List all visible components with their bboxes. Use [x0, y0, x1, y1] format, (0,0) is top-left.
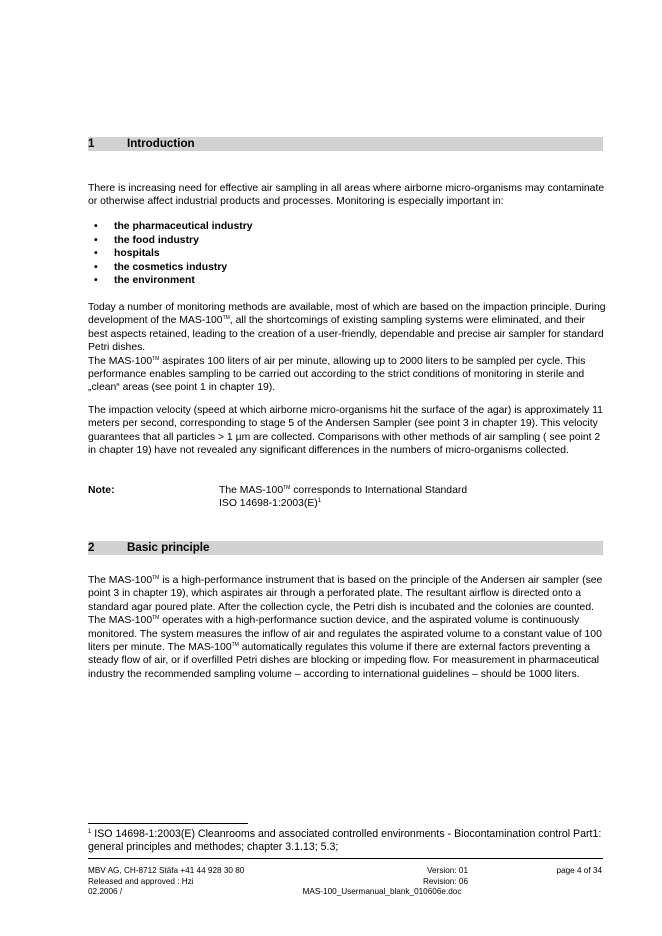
list-item: • hospitals [94, 248, 160, 259]
trademark-mark: TM [231, 642, 239, 649]
footer-left [88, 866, 244, 898]
bullet-icon: • [94, 221, 98, 232]
methods-paragraph [88, 301, 606, 395]
footnote-reference[interactable]: 1 [317, 498, 322, 505]
footer-revision: Revision: 06 [422, 876, 468, 886]
footnote-text: ISO 14698-1:2003(E) Cleanrooms and associated controlled environments - Biocontamination control Part1: general principles and methodes; chapter 3.1.13; 5.3; [88, 828, 602, 854]
bullet-icon: • [94, 275, 98, 286]
list-item: • the environment [94, 275, 195, 286]
intro-paragraph [88, 182, 606, 209]
list-item: • the food industry [94, 234, 199, 246]
footer-released: Released and approved : Hzi [88, 876, 194, 886]
bullet-icon: • [94, 248, 98, 259]
bullet-icon: • [94, 234, 98, 246]
section-1-title: Introduction [127, 137, 195, 150]
basic-principle-text: The MAS-100™ is a high-performance instrument that is based on the principle of the Andersen air sampler (see point 3 in chapter 19), which aspirates air through a perforated plate. The resultant airflow is directed onto a standard agar poured plate. After the collection cycle, the Petri dish is incubated and the colonies are counted. The MAS-100™ operates with a high-performance suction device, and the aspirated volume is continuously monitored. The system measures the inflow of air and regulates the aspirated volume to a constant value of 100 liters per minute. The MAS-100™ automatically regulates this volume if there are external factors preventing a steady flow of air, or if overfilled Petri dishes are blocking or impeding flow. For measurement in pharmaceutical industry the recommended sampling volume – according to international guidelines – should be 1000 liters. [88, 575, 603, 680]
trademark-mark: TM [152, 575, 160, 581]
list-item: • the pharmaceutical industry [94, 221, 253, 232]
list-item: • the cosmetics industry [94, 261, 228, 273]
note-label: Note: [88, 485, 115, 496]
footnote-number: 1 [88, 829, 92, 835]
trademark-mark: TM [152, 355, 160, 362]
capacity-text: The MAS-100™ aspirates 100 liters of air per minute, allowing up to 2000 liters to be sampled per cycle. This performance enables sampling to be carried out according to the strict conditions of monitoring in sterile and „clean“ areas (see point 1 in chapter 19). [88, 355, 586, 394]
footer-right [540, 866, 602, 877]
footer-page-number: page 4 of 34 [556, 866, 602, 875]
footnote [88, 828, 608, 855]
trademark-mark: TM [222, 315, 230, 322]
footer-filename: MAS-100_Usermanual_blank_010606e.doc [302, 887, 462, 897]
note-text: The MAS-100™ corresponds to International Standard ISO 14698-1:2003(E)$^1$ [219, 485, 468, 510]
section-1-number: 1 [88, 137, 95, 150]
velocity-paragraph [88, 404, 606, 458]
trademark-mark: TM [283, 485, 291, 491]
footer-center [282, 866, 482, 898]
section-2-title: Basic principle [127, 541, 210, 554]
methods-text: Today a number of monitoring methods are available, most of which are based on the impaction principle. During development of the MAS-100™, all the shortcomings of existing sampling systems were eliminated, and their best aspects retained, leading to the creation of a user-friendly, dependable and precise air sampler for standard Petri dishes. [88, 302, 606, 354]
section-2-heading [88, 541, 603, 555]
section-2-number: 2 [88, 541, 95, 554]
trademark-mark: TM [152, 615, 160, 622]
footer-separator [88, 858, 603, 859]
bullet-icon: • [94, 261, 98, 273]
footnote-separator [88, 823, 248, 824]
basic-principle-paragraph [88, 574, 606, 681]
footer-date: 02.2006 / [88, 887, 123, 897]
velocity-text: The impaction velocity (speed at which airborne micro-organisms hit the surface of the agar) is approximately 11 meters per second, corresponding to stage 5 of the Andersen Sampler (see point 3 in chapter 19). This velocity guarantees that all particles > 1 µm are collected. Comparisons with other methods of air sampling ( see point 2 in chapter 19) have not revealed any significant differences in the numbers of micro-organisms collected. [88, 405, 603, 457]
intro-text: There is increasing need for effective air sampling in all areas where airborne micro-organisms may contaminate or otherwise affect industrial products and processes. Monitoring is especially important in: [88, 183, 605, 208]
footer-version: Version: 01 [427, 866, 468, 875]
industry-list [88, 220, 253, 288]
section-1-heading [88, 137, 603, 151]
footer-company: MBV AG, CH-8712 Stäfa +41 44 928 30 80 [88, 866, 245, 875]
